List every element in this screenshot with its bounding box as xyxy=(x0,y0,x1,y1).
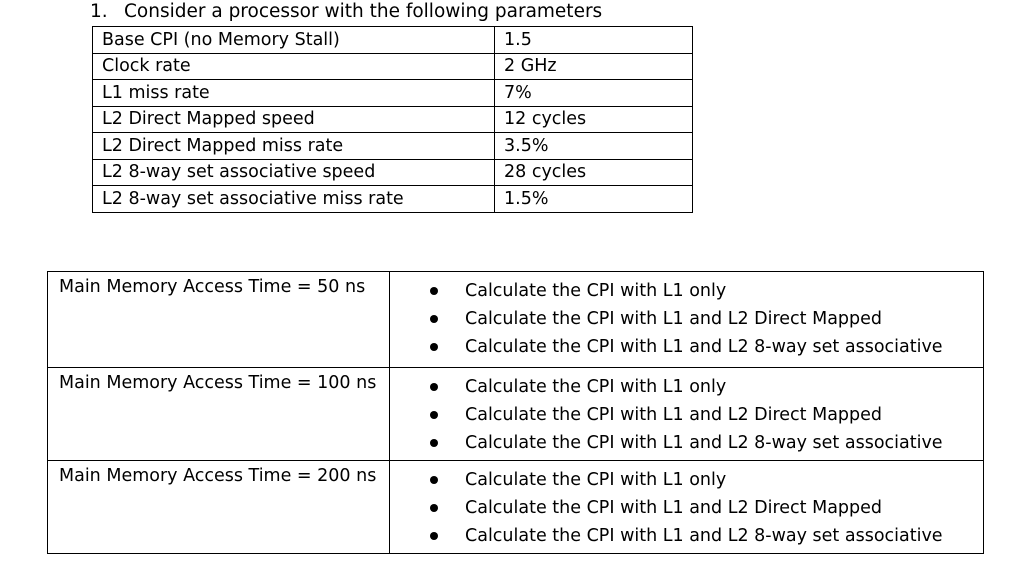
task-list xyxy=(390,466,983,550)
parameter-name: Clock rate xyxy=(93,53,495,80)
list-item xyxy=(390,277,983,305)
question-text: Consider a processor with the following parameters xyxy=(124,1,603,22)
table-row xyxy=(93,27,693,54)
list-item xyxy=(390,373,983,401)
parameter-name: L2 Direct Mapped miss rate xyxy=(93,133,495,160)
table-row xyxy=(93,80,693,107)
parameter-value: 1.5 xyxy=(495,27,693,54)
task-text: Calculate the CPI with L1 and L2 Direct Mapped xyxy=(465,405,883,425)
memory-access-condition: Main Memory Access Time = 200 ns xyxy=(48,461,390,554)
task-text: Calculate the CPI with L1 and L2 8-way set associative xyxy=(465,433,943,453)
memory-access-condition: Main Memory Access Time = 50 ns xyxy=(48,272,390,368)
parameter-value: 1.5% xyxy=(495,186,693,213)
list-item xyxy=(390,333,983,361)
list-item xyxy=(390,494,983,522)
bullet-icon xyxy=(430,439,438,447)
task-list-cell xyxy=(390,272,984,368)
parameter-name: L2 8-way set associative speed xyxy=(93,159,495,186)
task-text: Calculate the CPI with L1 and L2 8-way set associative xyxy=(465,526,943,546)
parameter-name: L2 Direct Mapped speed xyxy=(93,106,495,133)
task-text: Calculate the CPI with L1 and L2 Direct Mapped xyxy=(465,309,883,329)
table-row xyxy=(48,272,984,368)
task-text: Calculate the CPI with L1 and L2 8-way set associative xyxy=(465,337,943,357)
bullet-icon xyxy=(430,532,438,540)
list-item xyxy=(390,429,983,457)
task-list xyxy=(390,277,983,361)
task-text: Calculate the CPI with L1 and L2 Direct Mapped xyxy=(465,498,883,518)
list-item xyxy=(390,401,983,429)
parameter-value: 12 cycles xyxy=(495,106,693,133)
task-list xyxy=(390,373,983,457)
task-text: Calculate the CPI with L1 only xyxy=(465,281,727,301)
list-item xyxy=(390,305,983,333)
bullet-icon xyxy=(430,287,438,295)
table-row xyxy=(93,106,693,133)
table-row xyxy=(48,461,984,554)
table-row xyxy=(93,133,693,160)
list-item xyxy=(390,522,983,550)
parameter-name: L2 8-way set associative miss rate xyxy=(93,186,495,213)
parameter-value: 3.5% xyxy=(495,133,693,160)
parameter-name: L1 miss rate xyxy=(93,80,495,107)
table-row xyxy=(93,53,693,80)
list-item xyxy=(390,466,983,494)
parameter-name: Base CPI (no Memory Stall) xyxy=(93,27,495,54)
table-row xyxy=(93,186,693,213)
bullet-icon xyxy=(430,383,438,391)
task-text: Calculate the CPI with L1 only xyxy=(465,470,727,490)
parameters-table xyxy=(92,26,693,213)
parameter-value: 2 GHz xyxy=(495,53,693,80)
parameter-value: 7% xyxy=(495,80,693,107)
bullet-icon xyxy=(430,343,438,351)
table-row xyxy=(93,159,693,186)
parameter-value: 28 cycles xyxy=(495,159,693,186)
task-text: Calculate the CPI with L1 only xyxy=(465,377,727,397)
question-number: 1. xyxy=(90,1,108,22)
bullet-icon xyxy=(430,504,438,512)
question-heading xyxy=(90,0,602,24)
task-list-cell xyxy=(390,368,984,461)
table-row xyxy=(48,368,984,461)
memory-access-condition: Main Memory Access Time = 100 ns xyxy=(48,368,390,461)
task-list-cell xyxy=(390,461,984,554)
bullet-icon xyxy=(430,315,438,323)
bullet-icon xyxy=(430,411,438,419)
tasks-table xyxy=(47,271,984,554)
bullet-icon xyxy=(430,476,438,484)
